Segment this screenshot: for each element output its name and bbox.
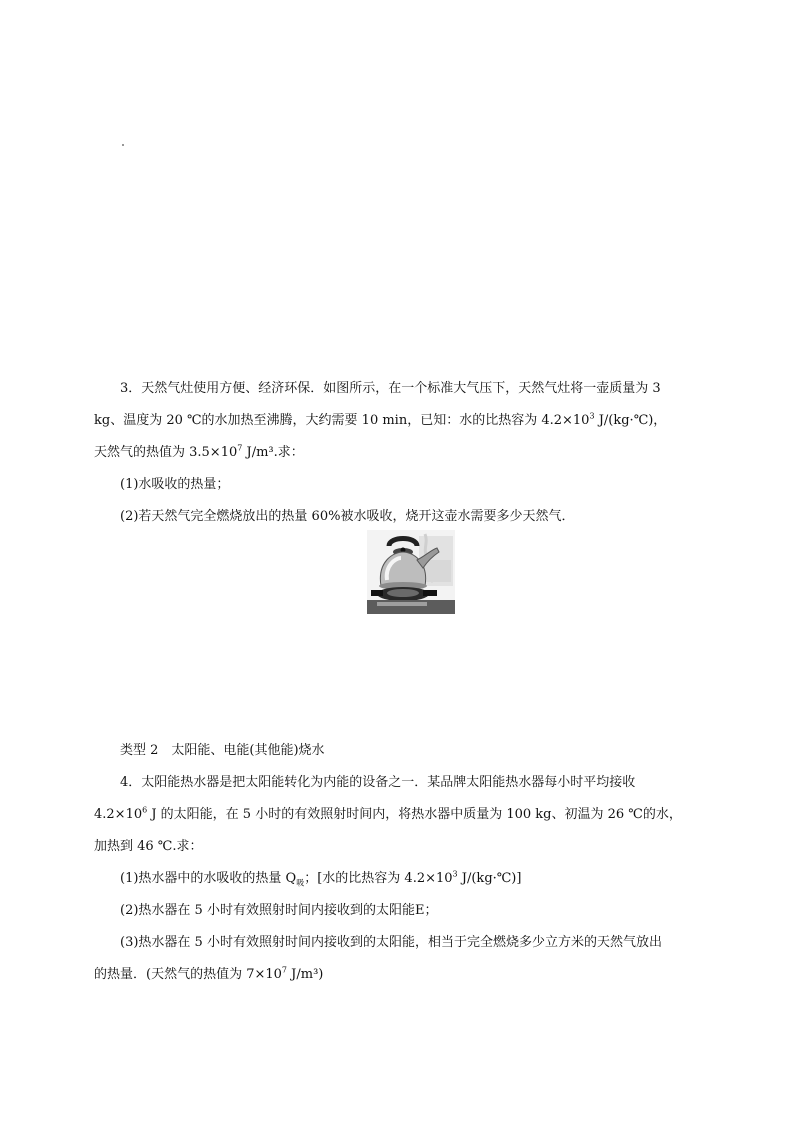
q4-subquestion-3-continued: 的热量．(天然气的热值为 $7\times 10^7$ J/m³) <box>94 965 324 982</box>
section-heading-type-2: 类型 2 太阳能、电能(其他能)烧水 <box>120 743 325 758</box>
q4-line-1: 4．太阳能热水器是把太阳能转化为内能的设备之一．某品牌太阳能热水器每小时平均接收 <box>120 775 636 790</box>
kettle-on-gas-stove-icon <box>367 530 455 614</box>
q4-subquestion-1: (1)热水器中的水吸收的热量 $Q_吸$；[水的比热容为 $4.2\times 10^3$ J/(kg·℃)] <box>120 869 522 888</box>
q4-line-3: 加热到 46 ℃.求： <box>94 839 203 854</box>
q3-subquestion-1: (1)水吸收的热量； <box>120 477 230 492</box>
q4-subquestion-2: (2)热水器在 5 小时有效照射时间内接收到的太阳能E； <box>120 903 438 918</box>
q4-subquestion-3: (3)热水器在 5 小时有效照射时间内接收到的太阳能，相当于完全燃烧多少立方米的天然气放出 <box>120 935 662 950</box>
q3-line-1: 3．天然气灶使用方便、经济环保．如图所示，在一个标准大气压下，天然气灶将一壶质量为 3 <box>120 381 661 396</box>
q4-line-2: $4.2\times 10^6$ J 的太阳能，在 5 小时的有效照射时间内，将热水器中质量为 100 kg、初温为 26 ℃的水， <box>94 805 682 822</box>
q3-line-2: kg、温度为 20 ℃的水加热至沸腾，大约需要 10 min，已知：水的比热容为 $4.2\times 10^3$ J/(kg·℃)， <box>94 411 667 428</box>
stray-dot <box>122 144 124 146</box>
q3-line-3: 天然气的热值为 $3.5\times 10^7$ J/m³.求： <box>94 443 304 460</box>
q3-subquestion-2: (2)若天然气完全燃烧放出的热量 60%被水吸收，烧开这壶水需要多少天然气． <box>120 509 575 524</box>
